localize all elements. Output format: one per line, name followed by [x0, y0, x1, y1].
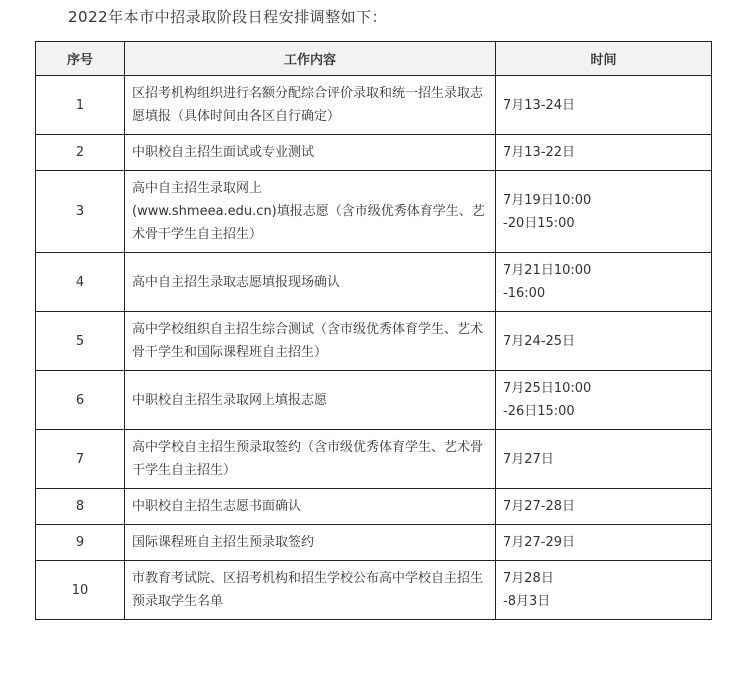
row-time: 7月27-28日: [496, 489, 712, 525]
table-row: [36, 489, 712, 525]
schedule-table: [35, 41, 712, 620]
table-row: [36, 371, 712, 430]
table-row: [36, 561, 712, 620]
row-time: 7月27-29日: [496, 525, 712, 561]
table-header-row: [36, 42, 712, 76]
table-row: [36, 312, 712, 371]
row-time: 7月25日10:00 -26日15:00: [496, 371, 712, 430]
row-time: 7月13-24日: [496, 76, 712, 135]
row-content: 高中学校组织自主招生综合测试（含市级优秀体育学生、艺术骨干学生和国际课程班自主招生）: [125, 312, 496, 371]
table-row: [36, 135, 712, 171]
header-index: 序号: [36, 42, 125, 76]
row-content: 区招考机构组织进行名额分配综合评价录取和统一招生录取志愿填报（具体时间由各区自行确定）: [125, 76, 496, 135]
row-content: 高中学校自主招生预录取签约（含市级优秀体育学生、艺术骨干学生自主招生）: [125, 430, 496, 489]
row-time: 7月19日10:00 -20日15:00: [496, 171, 712, 253]
row-content: 高中自主招生录取网上 (www.shmeea.edu.cn)填报志愿（含市级优秀体育学生、艺术骨干学生自主招生）: [125, 171, 496, 253]
row-content: 中职校自主招生志愿书面确认: [125, 489, 496, 525]
table-row: [36, 253, 712, 312]
table-row: [36, 171, 712, 253]
intro-text: 2022年本市中招录取阶段日程安排调整如下：: [68, 8, 388, 26]
row-index: 8: [36, 489, 125, 525]
row-time: 7月24-25日: [496, 312, 712, 371]
row-index: 10: [36, 561, 125, 620]
row-time: 7月13-22日: [496, 135, 712, 171]
row-index: 4: [36, 253, 125, 312]
row-index: 3: [36, 171, 125, 253]
row-time: 7月27日: [496, 430, 712, 489]
row-time: 7月28日 -8月3日: [496, 561, 712, 620]
row-index: 5: [36, 312, 125, 371]
table-row: [36, 76, 712, 135]
row-index: 6: [36, 371, 125, 430]
row-content: 高中自主招生录取志愿填报现场确认: [125, 253, 496, 312]
row-index: 1: [36, 76, 125, 135]
row-index: 7: [36, 430, 125, 489]
table-row: [36, 430, 712, 489]
row-content: 市教育考试院、区招考机构和招生学校公布高中学校自主招生预录取学生名单: [125, 561, 496, 620]
row-content: 国际课程班自主招生预录取签约: [125, 525, 496, 561]
row-index: 2: [36, 135, 125, 171]
row-index: 9: [36, 525, 125, 561]
row-content: 中职校自主招生面试或专业测试: [125, 135, 496, 171]
table-row: [36, 525, 712, 561]
row-time: 7月21日10:00 -16:00: [496, 253, 712, 312]
header-content: 工作内容: [125, 42, 496, 76]
row-content: 中职校自主招生录取网上填报志愿: [125, 371, 496, 430]
header-time: 时间: [496, 42, 712, 76]
